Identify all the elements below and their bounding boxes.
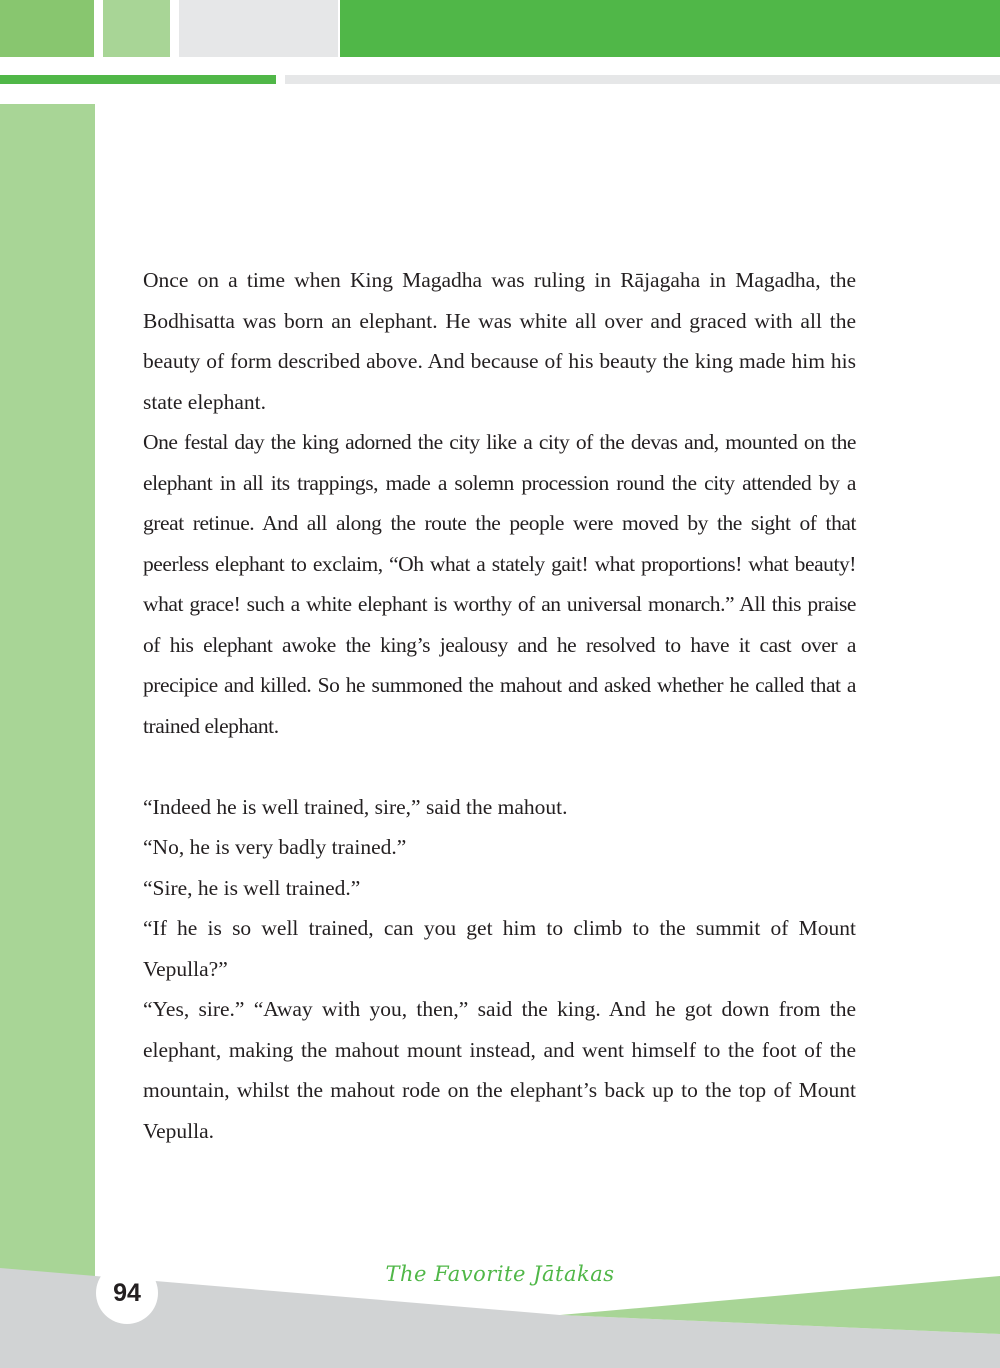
- dialogue-line: “Sire, he is well trained.”: [143, 875, 361, 900]
- header-block-green-light: [103, 0, 170, 57]
- story-text: [143, 260, 856, 1151]
- header-block-green-medium: [0, 0, 94, 57]
- paragraph: “Yes, sire.” “Away with you, then,” said the king. And he got down from the elephant, making the mahout mount instead, and went himself to the foot of the mountain, whilst the mahout rode on the elephant’s back up to the top of Mount Vepulla.: [143, 997, 856, 1143]
- dialogue-line: “No, he is very badly trained.”: [143, 835, 407, 859]
- left-side-band: [0, 104, 95, 1368]
- page-number: 94: [96, 1262, 158, 1324]
- paragraph: Once on a time when King Magadha was ruling in Rājagaha in Magadha, the Bodhisatta was born an elephant. He was white all over and graced with all the beauty of form described above. And because of his beauty the king made him his state elephant.: [143, 268, 856, 414]
- header-rule-grey: [285, 75, 1000, 84]
- header-block-grey: [179, 0, 338, 57]
- dialogue-line: “If he is so well trained, can you get him to climb to the summit of Mount Vepulla?”: [143, 916, 856, 981]
- paragraph: One festal day the king adorned the city like a city of the devas and, mounted on the elephant in all its trappings, made a solemn procession round the city attended by a great retinue. And all along the route the people were moved by the sight of that peerless elephant to exclaim, “Oh what a stately gait! what proportions! what beauty! what grace! such a white elephant is worthy of an universal monarch.” All this praise of his elephant awoke the king’s jealousy and he resolved to have it cast over a precipice and killed. So he summoned the mahout and asked whether he called that a trained elephant.: [143, 430, 856, 738]
- book-title: The Favorite Jātakas: [385, 1262, 615, 1286]
- dialogue-line: “Indeed he is well trained, sire,” said the mahout.: [143, 794, 568, 819]
- header-block-green-bar: [340, 0, 1000, 57]
- header-rule-green: [0, 75, 276, 84]
